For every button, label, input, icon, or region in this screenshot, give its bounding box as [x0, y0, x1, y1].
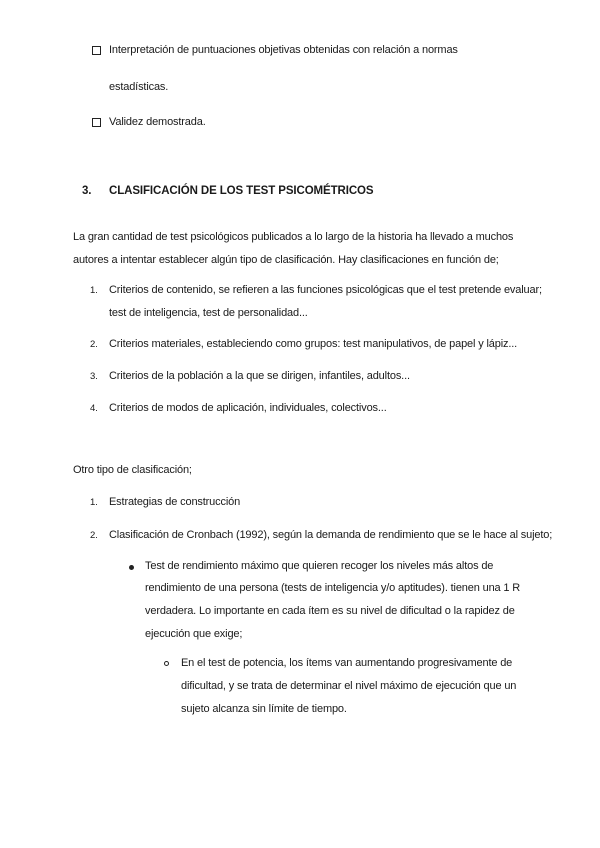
criteria-2-line-1: Criterios materiales, estableciendo como grupos: test manipulativos, de papel y lápiz... — [109, 338, 518, 350]
bullet-dot-icon — [129, 565, 134, 570]
criteria-4-number: 4. — [90, 403, 98, 414]
checkbox-icon — [92, 46, 101, 55]
bullet-line-3: verdadera. Lo importante en cada ítem es su nivel de dificultad o la rapidez de — [145, 605, 515, 617]
intro-line-1: La gran cantidad de test psicológicos publicados a lo largo de la historia ha llevado a muchos — [73, 231, 514, 243]
criteria-1-line-2: test de inteligencia, test de personalidad... — [109, 307, 308, 319]
bullet-line-2: rendimiento de una persona (tests de inteligencia y/o aptitudes). tienen una 1 R — [145, 582, 521, 594]
criteria-3-number: 3. — [90, 371, 98, 382]
checklist-item-2: Validez demostrada. — [109, 116, 206, 128]
other-1-number: 1. — [90, 497, 98, 508]
other-intro: Otro tipo de clasificación; — [73, 464, 192, 476]
criteria-4-line-1: Criterios de modos de aplicación, individuales, colectivos... — [109, 402, 387, 414]
subbullet-line-1: En el test de potencia, los ítems van aumentando progresivamente de — [181, 657, 513, 669]
checklist-item-1-line-2: estadísticas. — [109, 81, 169, 93]
criteria-1-line-1: Criterios de contenido, se refieren a las funciones psicológicas que el test pretende evaluar; — [109, 284, 542, 296]
subbullet-line-3: sujeto alcanza sin límite de tiempo. — [181, 703, 347, 715]
criteria-1-number: 1. — [90, 285, 98, 296]
bullet-circle-icon — [164, 661, 169, 666]
subbullet-line-2: dificultad, y se trata de determinar el nivel máximo de ejecución que un — [181, 680, 517, 692]
checklist-item-1-line-1: Interpretación de puntuaciones objetivas obtenidas con relación a normas — [109, 44, 458, 56]
other-2-text: Clasificación de Cronbach (1992), según la demanda de rendimiento que se le hace al sujeto; — [109, 529, 553, 541]
criteria-3-line-1: Criterios de la población a la que se dirigen, infantiles, adultos... — [109, 370, 410, 382]
intro-line-2: autores a intentar establecer algún tipo de clasificación. Hay clasificaciones en función de; — [73, 254, 499, 266]
other-1-text: Estrategias de construcción — [109, 496, 241, 508]
section-title: CLASIFICACIÓN DE LOS TEST PSICOMÉTRICOS — [109, 185, 374, 197]
criteria-2-number: 2. — [90, 339, 98, 350]
bullet-line-4: ejecución que exige; — [145, 628, 243, 640]
other-2-number: 2. — [90, 530, 98, 541]
bullet-line-1: Test de rendimiento máximo que quieren recoger los niveles más altos de — [145, 560, 494, 572]
checkbox-icon — [92, 118, 101, 127]
section-number: 3. — [82, 185, 92, 197]
